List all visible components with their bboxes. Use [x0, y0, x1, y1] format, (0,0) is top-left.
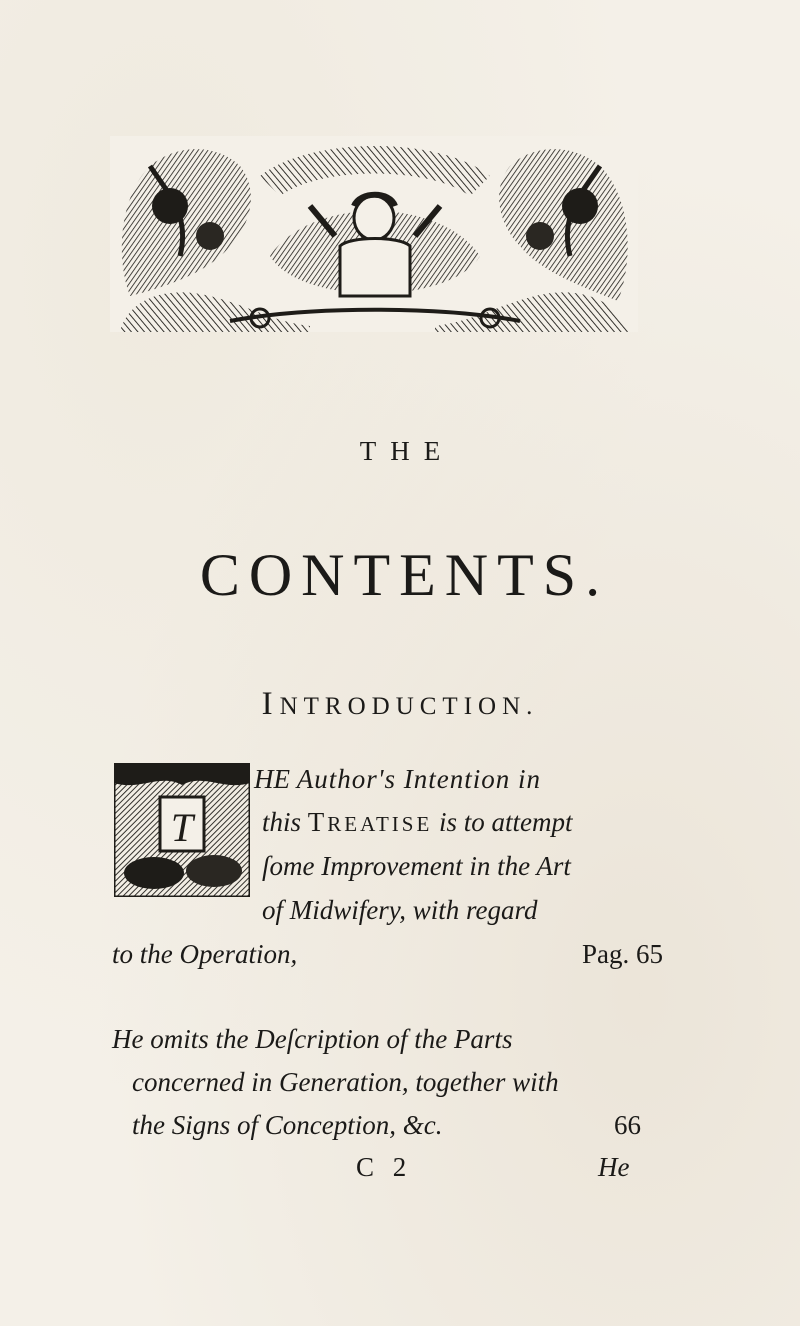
- entry-1-line-4: of Midwifery, with regard: [262, 895, 538, 925]
- section-title-initial: I: [261, 686, 280, 722]
- section-title-rest: NTRODUCTION.: [279, 693, 539, 720]
- entry-1-line-1-a: HE: [254, 764, 297, 794]
- catchword: He: [598, 1152, 630, 1182]
- page-title: CONTENTS.: [199, 542, 610, 608]
- decorated-initial: [114, 763, 250, 897]
- entry-2-line-1: He omits the Deſcription of the Parts: [112, 1024, 513, 1054]
- entry-1-line-5: to the Operation,: [112, 939, 298, 969]
- heading-the: THE: [359, 436, 455, 466]
- entry-1-treatise-first: T: [307, 807, 328, 837]
- entry-1-line-1: [254, 764, 541, 795]
- signature-mark: C 2: [356, 1152, 413, 1182]
- entry-1-line-1-b: Author's Intention in: [296, 764, 542, 794]
- entry-2-page-ref: 66: [614, 1110, 641, 1140]
- entry-2-line-3: the Signs of Conception, &c.: [132, 1110, 443, 1140]
- entry-1-line-2-b: is to attempt: [432, 807, 573, 837]
- entry-1-page-ref: Pag. 65: [582, 939, 663, 969]
- ornamental-headpiece: [110, 136, 638, 332]
- entry-1-treatise: [307, 807, 433, 837]
- entry-2-line-2: concerned in Generation, together with: [132, 1067, 559, 1097]
- entry-1-line-3: ſome Improvement in the Art: [262, 851, 571, 881]
- entry-1-line-2-a: this: [262, 807, 308, 837]
- initial-letter: T: [170, 805, 194, 850]
- entry-1-line-2: [262, 807, 573, 838]
- section-title: [0, 686, 800, 723]
- entry-1-treatise-rest: REATISE: [327, 812, 433, 836]
